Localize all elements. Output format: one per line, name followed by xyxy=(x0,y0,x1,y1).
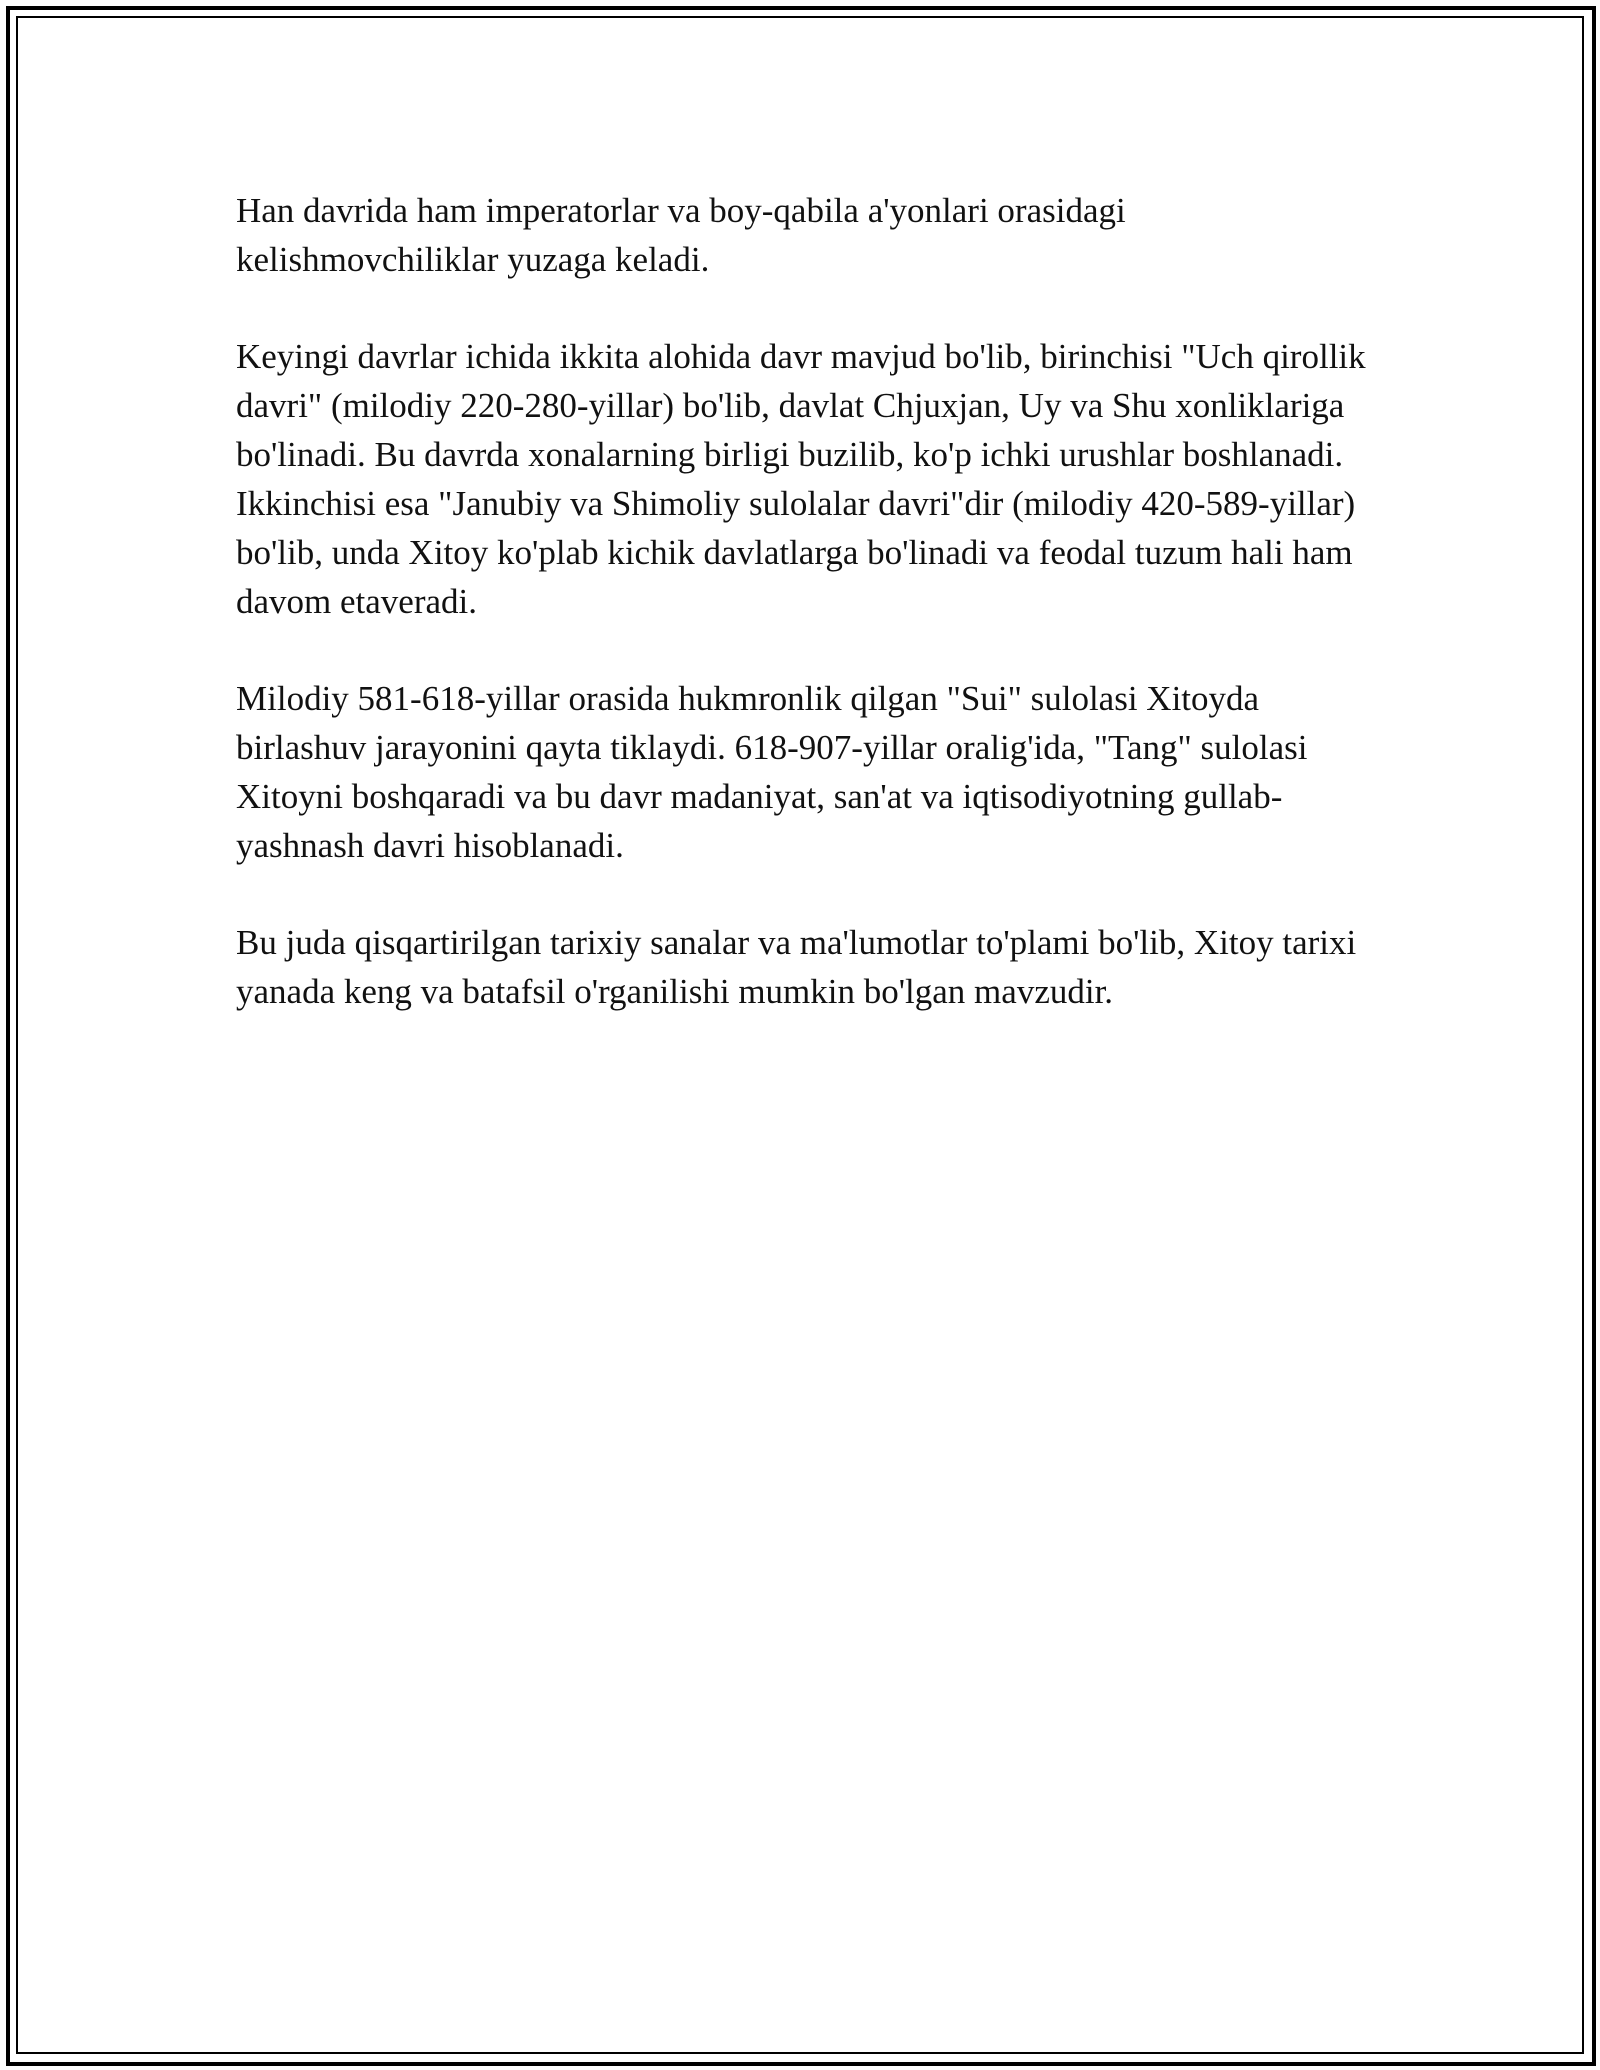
paragraph-han-dynasty: Han davrida ham imperatorlar va boy-qabila a'yonlari orasidagi kelishmovchiliklar yuzaga keladi. xyxy=(236,191,1126,279)
paragraph-sui-tang: Milodiy 581-618-yillar orasida hukmronlik qilgan "Sui" sulolasi Xitoyda birlashuv jarayonini qayta tiklaydi. 618-907-yillar oralig'ida, "Tang" sulolasi Xitoyni boshqaradi va bu davr madaniyat, san'at va iqtisodiyotning gullab-yashnash davri hisoblanadi. xyxy=(236,679,1308,865)
document-body xyxy=(236,186,1366,1064)
paragraph-summary: Bu juda qisqartirilgan tarixiy sanalar va ma'lumotlar to'plami bo'lib, Xitoy tarixi yanada keng va batafsil o'rganilishi mumkin bo'lgan mavzudir. xyxy=(236,923,1357,1011)
paragraph-periods: Keyingi davrlar ichida ikkita alohida davr mavjud bo'lib, birinchisi "Uch qirollik davri" (milodiy 220-280-yillar) bo'lib, davlat Chjuxjan, Uy va Shu xonliklariga bo'linadi. Bu davrda xonalarning birligi buzilib, ko'p ichki urushlar boshlanadi. Ikkinchisi esa "Janubiy va Shimoliy sulolalar davri"dir (milodiy 420-589-yillar) bo'lib, unda Xitoy ko'plab kichik davlatlarga bo'linadi va feodal tuzum hali ham davom etaveradi. xyxy=(236,337,1366,621)
